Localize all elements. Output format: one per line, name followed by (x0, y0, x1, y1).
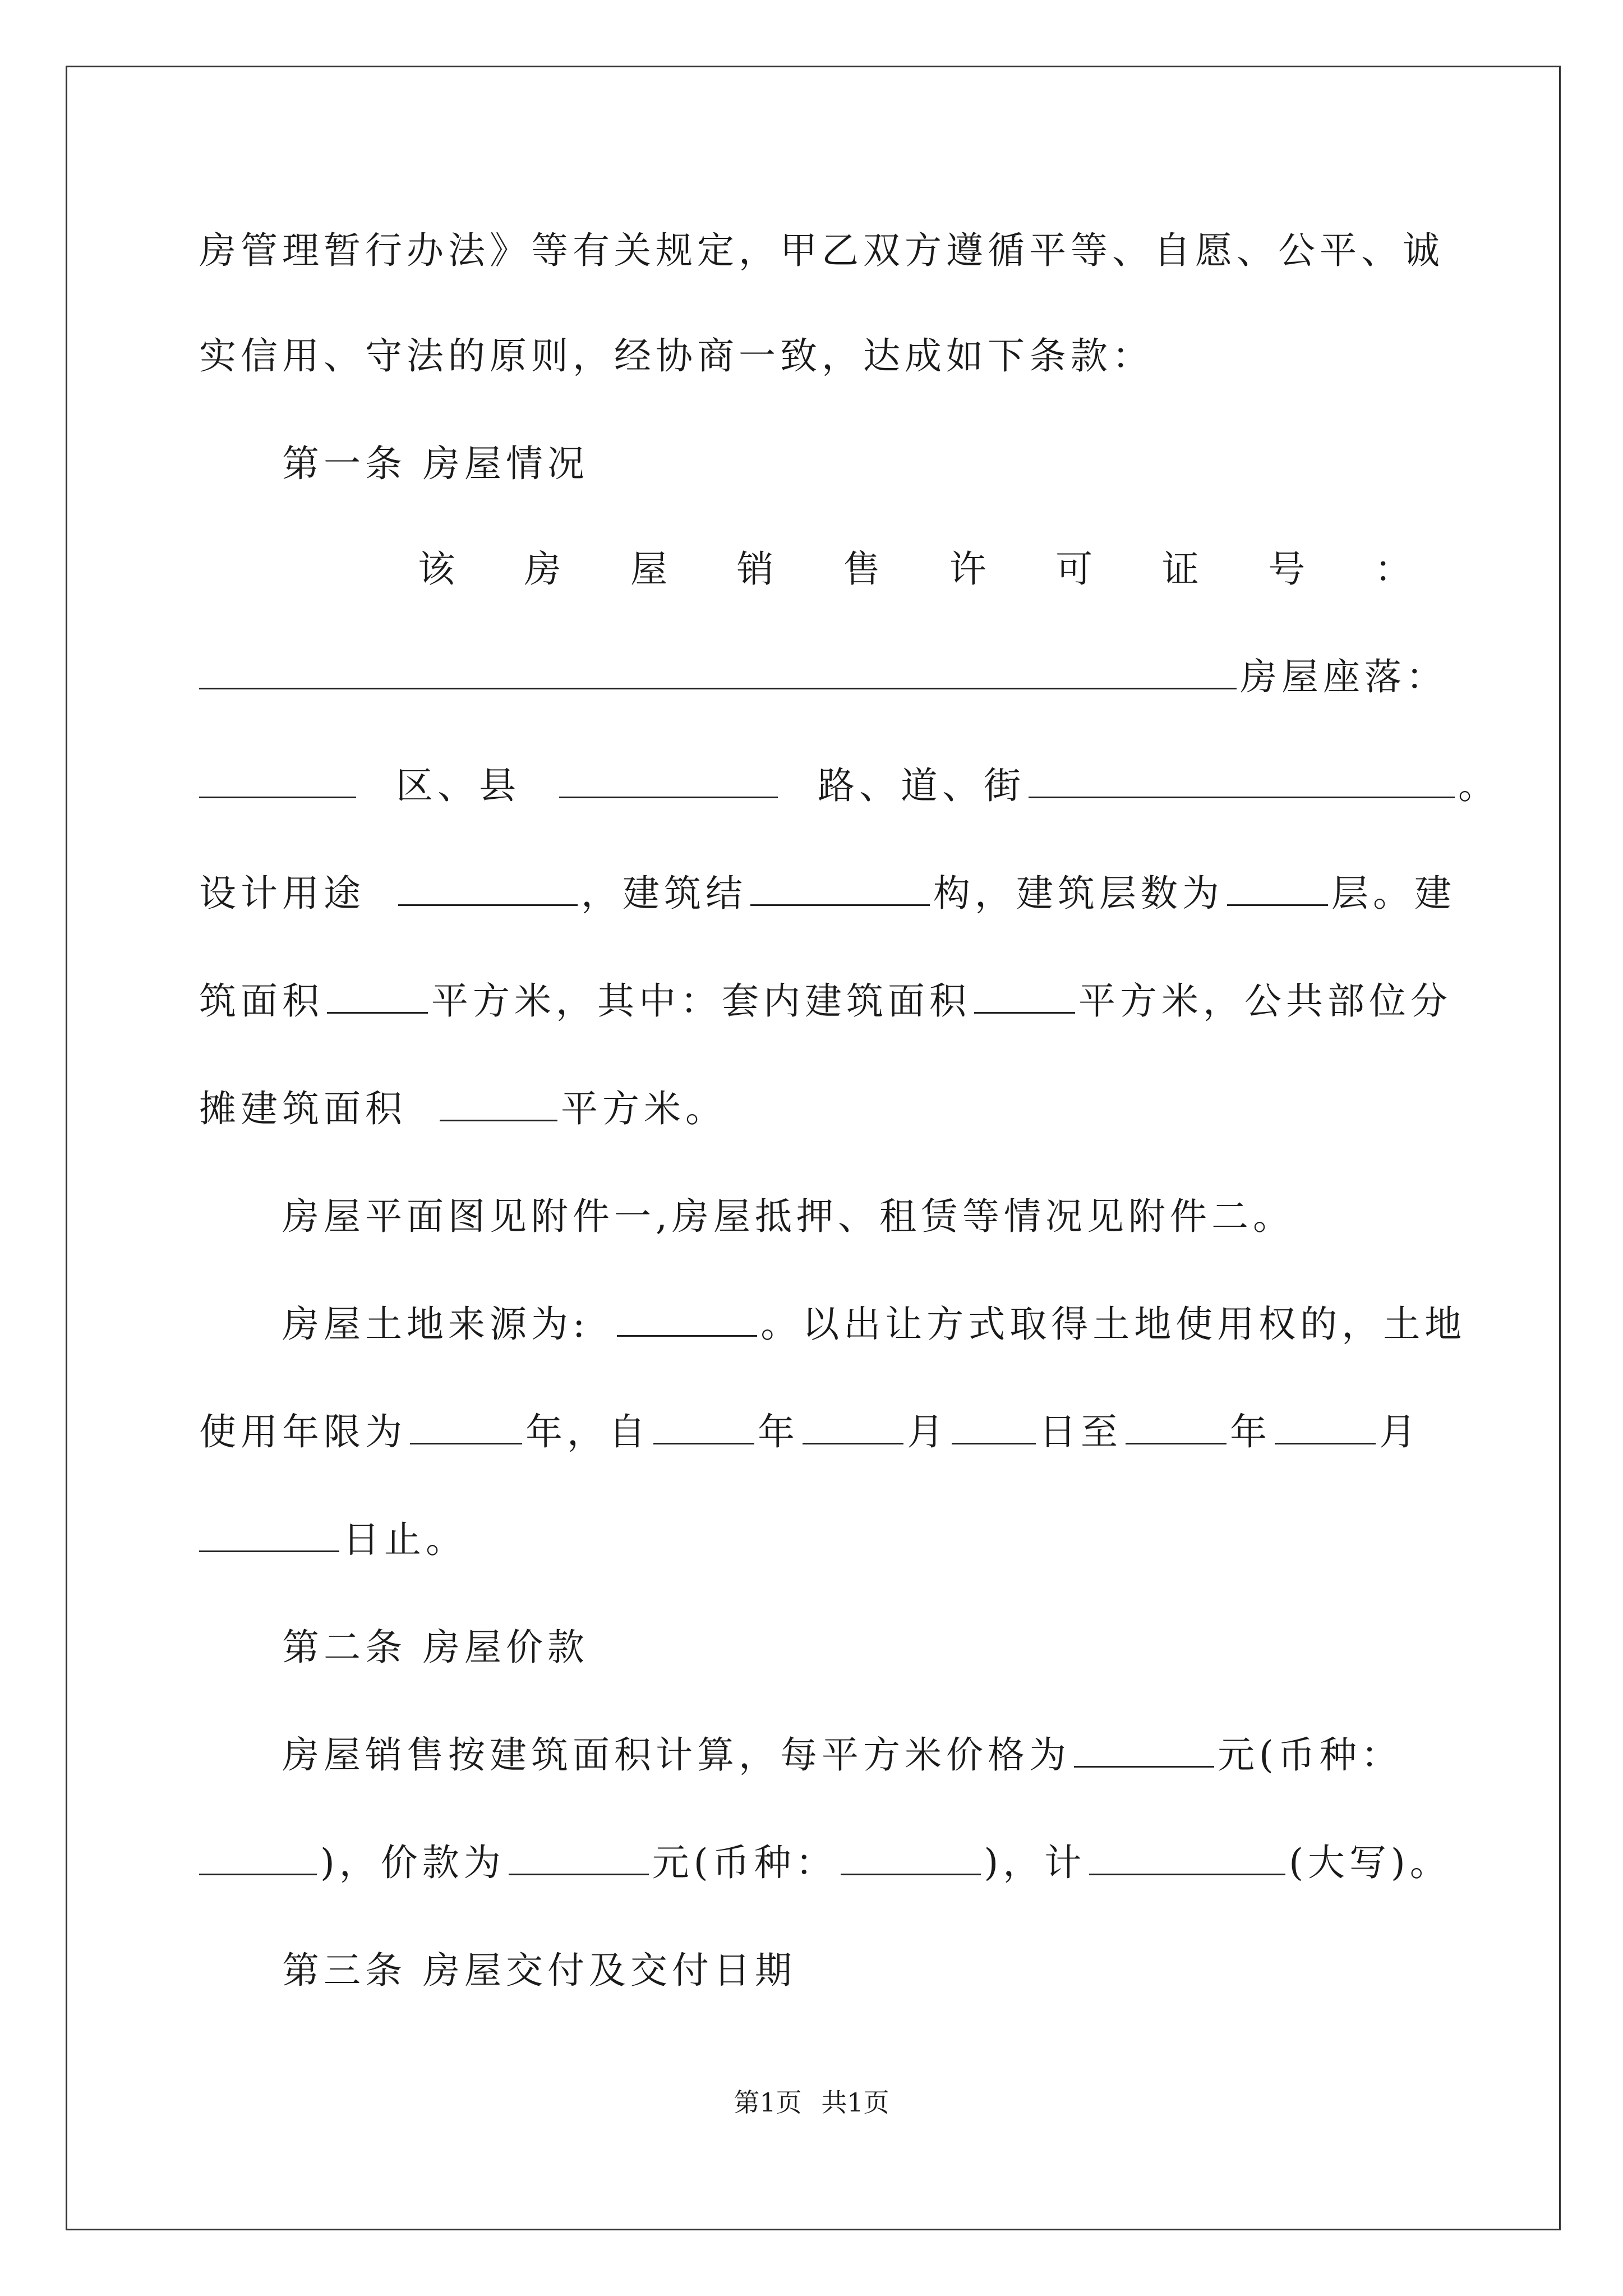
fill-blank-permit-number[interactable] (199, 653, 1237, 689)
paragraph-line (282, 1299, 1466, 1350)
land-source-label: 房屋土地来源为: (282, 1303, 590, 1346)
fill-blank-design-use[interactable] (398, 869, 578, 906)
district-label: 区、县 (395, 764, 520, 807)
land-use-right-text: 。以出让方式取得土地使用权的，土地 (760, 1303, 1467, 1346)
fill-blank-total-price[interactable] (509, 1839, 649, 1875)
article-3-title: 第三条 房屋交付及交付日期 (282, 1949, 796, 1992)
fill-blank-currency-1[interactable] (199, 1839, 317, 1875)
fill-blank-shared-area[interactable] (440, 1085, 557, 1121)
permit-label-line (418, 544, 1416, 595)
fill-blank-inner-area[interactable] (974, 977, 1075, 1014)
permit-char: 许 (949, 547, 991, 591)
total-price-label: )，价款为 (320, 1841, 505, 1884)
article-2-title: 第二条 房屋价款 (282, 1626, 589, 1669)
term-label: 使用年限为 (199, 1410, 407, 1453)
fill-blank-start-year[interactable] (653, 1408, 754, 1444)
permit-char: 售 (843, 547, 885, 591)
paragraph-line (199, 1838, 1451, 1888)
fill-blank-end-day[interactable] (199, 1516, 339, 1552)
amount-words-label: )，计 (984, 1841, 1086, 1884)
inner-area-label: 平方米，其中：套内建筑面积 (431, 979, 971, 1023)
fill-blank-floor-area[interactable] (327, 977, 428, 1014)
page-footer (0, 2086, 1623, 2119)
punctuation: 。 (1458, 764, 1500, 807)
unit-price-label: 房屋销售按建筑面积计算，每平方米价格为 (282, 1733, 1071, 1777)
paragraph-line (199, 331, 1154, 381)
floors-unit: 层。建 (1331, 872, 1456, 915)
page-border (66, 66, 1561, 2230)
paragraph-line (199, 761, 1500, 811)
shared-area-label: 平方米，公共部位分 (1078, 979, 1452, 1023)
shared-area-label-cont: 摊建筑面积 (199, 1087, 407, 1130)
paragraph-line (199, 1407, 1421, 1457)
text-line-1: 房管理暂行办法》等有关规定，甲乙双方遵循平等、自愿、公平、诚 (199, 229, 1444, 272)
paragraph-line (199, 976, 1452, 1027)
year-label: 年 (758, 1410, 799, 1453)
paragraph-line (282, 1730, 1403, 1780)
end-day-label: 日止。 (343, 1518, 467, 1561)
month-label: 月 (907, 1410, 948, 1453)
fill-blank-street-address[interactable] (1029, 762, 1455, 798)
design-use-label: 设计用途 (199, 872, 365, 915)
permit-char: 房 (524, 547, 566, 591)
fill-blank-unit-price[interactable] (1074, 1731, 1214, 1768)
attachment-note: 房屋平面图见附件一,房屋抵押、租赁等情况见附件二。 (282, 1195, 1294, 1238)
paragraph-line (199, 1515, 467, 1565)
permit-char: 可 (1055, 547, 1098, 591)
fill-blank-floors[interactable] (1227, 869, 1328, 906)
fill-blank-term-years[interactable] (410, 1408, 522, 1444)
permit-char: 屋 (630, 547, 672, 591)
fill-blank-district[interactable] (199, 762, 356, 798)
paragraph-line (199, 1084, 727, 1134)
permit-char: 证 (1161, 547, 1204, 591)
paragraph-line (199, 226, 1444, 276)
article-heading (282, 1622, 589, 1673)
from-label: 年，自 (525, 1410, 650, 1453)
year-label: 年 (1230, 1410, 1271, 1453)
article-heading (282, 439, 589, 489)
fill-blank-start-month[interactable] (803, 1408, 903, 1444)
fill-blank-start-day[interactable] (952, 1408, 1036, 1444)
paragraph-line (199, 868, 1456, 919)
fill-blank-end-year[interactable] (1126, 1408, 1227, 1444)
article-1-title: 第一条 房屋情况 (282, 442, 589, 485)
permit-char: 号 (1268, 547, 1310, 591)
permit-char: ： (1374, 547, 1416, 591)
page-total: 共1页 (821, 2087, 889, 2118)
text-line-2: 实信用、守法的原则，经协商一致，达成如下条款： (199, 334, 1154, 378)
fill-blank-structure[interactable] (750, 869, 930, 906)
permit-char: 销 (736, 547, 778, 591)
fill-blank-currency-2[interactable] (841, 1839, 981, 1875)
capital-label: (大写)。 (1289, 1841, 1451, 1884)
road-label: 路、道、街 (817, 764, 1025, 807)
fill-blank-amount-words[interactable] (1089, 1839, 1285, 1875)
paragraph-line (282, 1191, 1294, 1242)
area-unit: 平方米。 (560, 1087, 727, 1130)
to-label: 日至 (1039, 1410, 1122, 1453)
article-heading (282, 1945, 796, 1996)
floor-area-label: 筑面积 (199, 979, 324, 1023)
fill-blank-land-source[interactable] (617, 1300, 757, 1337)
location-label: 房屋座落： (1240, 655, 1447, 698)
fill-blank-road[interactable] (559, 762, 778, 798)
fill-blank-end-month[interactable] (1275, 1408, 1376, 1444)
paragraph-line (199, 652, 1447, 702)
month-label: 月 (1379, 1410, 1421, 1453)
currency-label: 元(币种： (652, 1841, 837, 1884)
permit-char: 该 (418, 547, 459, 591)
currency-label: 元(币种： (1218, 1733, 1403, 1777)
page-number: 第1页 (734, 2087, 802, 2118)
structure-label: ，建筑结 (580, 872, 747, 915)
floors-label: 构，建筑层数为 (933, 872, 1224, 915)
